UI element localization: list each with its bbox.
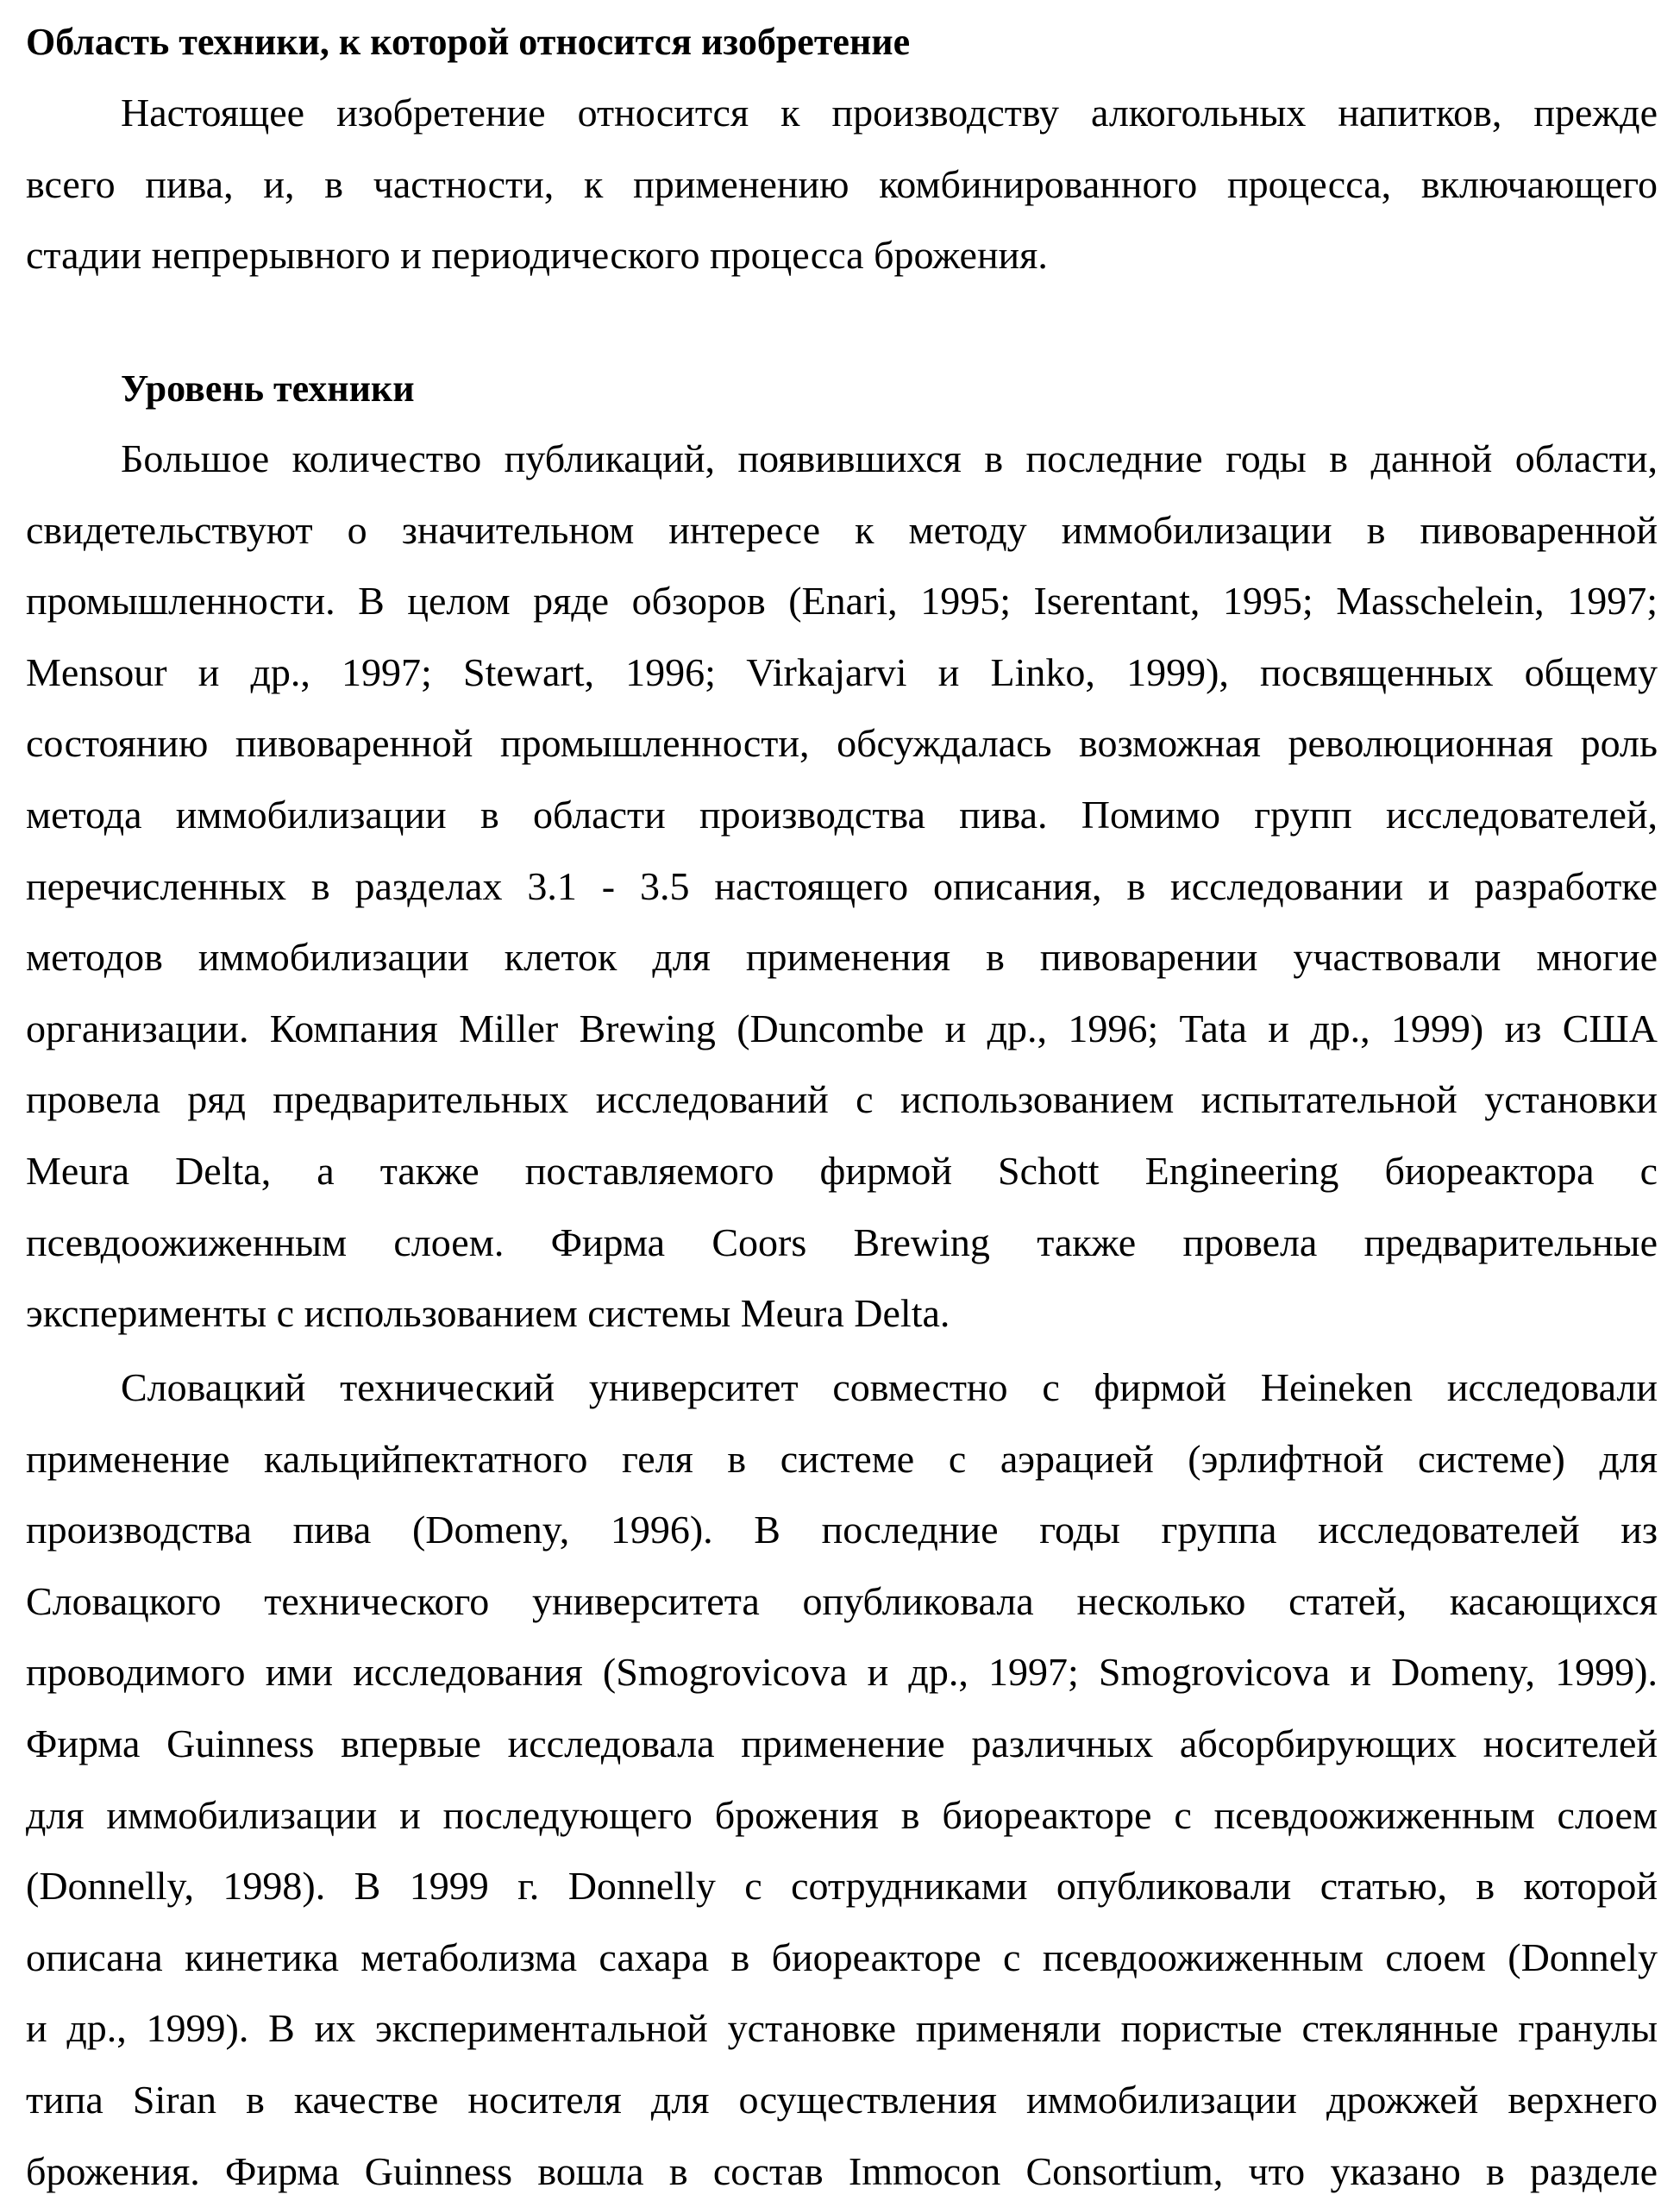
section-heading: Уровень техники	[26, 354, 1658, 425]
paragraph-prior-art-1	[26, 423, 1658, 1350]
text-line: производства пива (Domeny, 1996). В последние годы группа исследователей из	[26, 1495, 1658, 1566]
text-line: типа Siran в качестве носителя для осуществления иммобилизации дрожжей верхнего	[26, 2065, 1658, 2136]
section-field-heading-block	[26, 7, 1658, 78]
text-line: брожения. Фирма Guinness вошла в состав Immocon Consortium, что указано в разделе	[26, 2136, 1658, 2207]
text-line: перечисленных в разделах 3.1 - 3.5 настоящего описания, в исследовании и разработке	[26, 851, 1658, 923]
text-line: свидетельствуют о значительном интересе к методу иммобилизации в пивоваренной	[26, 495, 1658, 567]
text-line: Словацкого технического университета опубликовала несколько статей, касающихся	[26, 1566, 1658, 1638]
text-line: организации. Компания Miller Brewing (Duncombe и др., 1996; Tata и др., 1999) из США	[26, 994, 1658, 1065]
section-prior-art-heading-block	[26, 354, 1658, 425]
text-line: провела ряд предварительных исследований с использованием испытательной установки	[26, 1064, 1658, 1136]
text-line: Meura Delta, а также поставляемого фирмой Schott Engineering биореактора с	[26, 1136, 1658, 1207]
text-line: Настоящее изобретение относится к производству алкогольных напитков, прежде	[26, 78, 1658, 149]
text-line: (Donnelly, 1998). В 1999 г. Donnelly с сотрудниками опубликовали статью, в которой	[26, 1851, 1658, 1922]
text-line: описана кинетика метаболизма сахара в биореакторе с псевдоожиженным слоем (Donnely	[26, 1922, 1658, 1994]
text-line: проводимого ими исследования (Smogrovicova и др., 1997; Smogrovicova и Domeny, 1999).	[26, 1637, 1658, 1709]
text-line: состоянию пивоваренной промышленности, обсуждалась возможная революционная роль	[26, 708, 1658, 780]
text-line: применение кальцийпектатного геля в системе с аэрацией (эрлифтной системе) для	[26, 1424, 1658, 1495]
text-line: стадии непрерывного и периодического процесса брожения.	[26, 220, 1658, 292]
text-line: Большое количество публикаций, появившихся в последние годы в данной области,	[26, 423, 1658, 495]
text-line: промышленности. В целом ряде обзоров (Enari, 1995; Iserentant, 1995; Masschelein, 1997;	[26, 566, 1658, 637]
text-line: эксперименты с использованием системы Meura Delta.	[26, 1278, 1658, 1350]
section-heading: Область техники, к которой относится изобретение	[26, 7, 1658, 78]
text-line: метода иммобилизации в области производства пива. Помимо групп исследователей,	[26, 780, 1658, 851]
text-line: всего пива, и, в частности, к применению комбинированного процесса, включающего	[26, 149, 1658, 221]
text-line: Фирма Guinness впервые исследовала применение различных абсорбирующих носителей	[26, 1709, 1658, 1780]
text-line: для иммобилизации и последующего брожения в биореакторе с псевдоожиженным слоем	[26, 1780, 1658, 1852]
paragraph-prior-art-2	[26, 1352, 1658, 2207]
text-line: Mensour и др., 1997; Stewart, 1996; Virkajarvi и Linko, 1999), посвященных общему	[26, 637, 1658, 709]
text-line: Словацкий технический университет совместно с фирмой Heineken исследовали	[26, 1352, 1658, 1424]
text-line: методов иммобилизации клеток для применения в пивоварении участвовали многие	[26, 922, 1658, 994]
text-line: псевдоожиженным слоем. Фирма Coors Brewing также провела предварительные	[26, 1207, 1658, 1279]
text-line: и др., 1999). В их экспериментальной установке применяли пористые стеклянные гранулы	[26, 1993, 1658, 2065]
paragraph-field-of-invention	[26, 78, 1658, 292]
